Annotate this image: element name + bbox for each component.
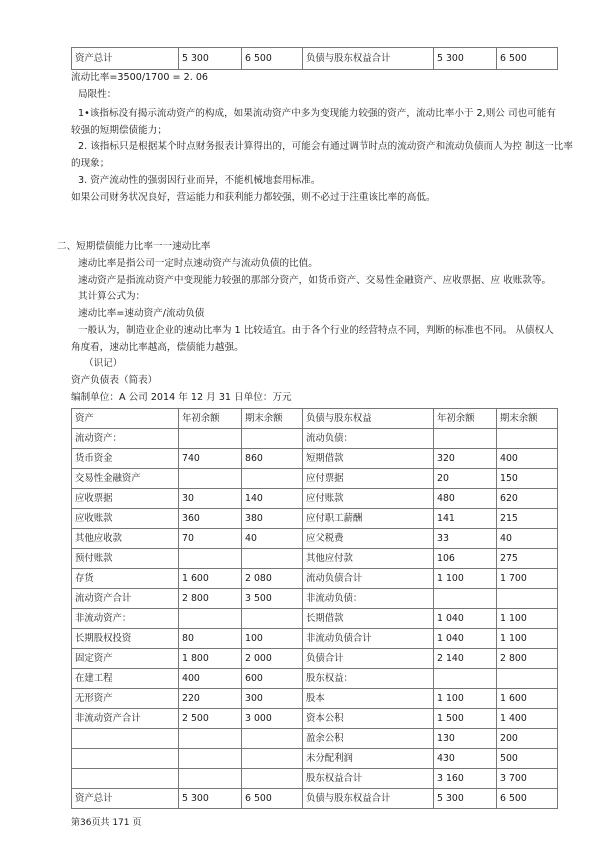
table-row [72, 769, 558, 789]
table-row [72, 529, 558, 549]
table-cell: 其他应付款 [303, 549, 434, 569]
table-cell: 1 100 [497, 629, 558, 649]
table-cell: 非流动负债合计 [303, 629, 434, 649]
table-cell: 215 [497, 509, 558, 529]
table-cell: 1 700 [497, 569, 558, 589]
table-cell: 股本 [303, 689, 434, 709]
formula-intro: 其计算公式为： [78, 291, 146, 302]
table-cell [179, 549, 242, 569]
table-cell: 2 800 [497, 649, 558, 669]
assets-total-table [71, 47, 558, 70]
table-cell: 620 [497, 489, 558, 509]
table-cell: 1 040 [434, 609, 497, 629]
table-cell: 盈余公积 [303, 729, 434, 749]
table-cell: 1 600 [497, 689, 558, 709]
table-cell: 500 [497, 749, 558, 769]
table-row [72, 649, 558, 669]
table-row [72, 48, 558, 70]
table-row [72, 449, 558, 469]
table-cell: 70 [179, 529, 242, 549]
table-cell: 未分配利润 [303, 749, 434, 769]
table-cell: 140 [242, 489, 303, 509]
table-cell: 380 [242, 509, 303, 529]
table-cell: 300 [242, 689, 303, 709]
table-cell [242, 749, 303, 769]
table-cell: 1 800 [179, 649, 242, 669]
table-row [72, 469, 558, 489]
table-cell [72, 749, 179, 769]
table-cell [72, 729, 179, 749]
table-row [72, 689, 558, 709]
table-cell: 负债与股东权益合计 [303, 789, 434, 809]
table-cell: 流动负债合计 [303, 569, 434, 589]
table-row [72, 789, 558, 809]
table-cell: 其他应收款 [72, 529, 179, 549]
table-cell: 应收票据 [72, 489, 179, 509]
table-cell: 320 [434, 449, 497, 469]
quick-assets-definition: 速动资产是指流动资产中变现能力较强的那部分资产，如货币资产、交易性金融资产、应收票据、应 收账款等。 [78, 275, 552, 286]
table-row [72, 669, 558, 689]
table-cell: 2 800 [179, 589, 242, 609]
table-cell [434, 669, 497, 689]
table-cell [242, 469, 303, 489]
table-cell: 6 500 [497, 48, 558, 70]
table-cell: 资产总计 [72, 48, 179, 70]
table-cell: 预付账款 [72, 549, 179, 569]
table-cell: 固定资产 [72, 649, 179, 669]
table-cell: 资本公积 [303, 709, 434, 729]
table-cell: 141 [434, 509, 497, 529]
limitation-2-line-1: 2. 该指标只是根据某个时点财务报表计算得出的，可能会有通过调节时点的流动资产和流动负债而人为控 制这一比率 [78, 141, 573, 152]
table-cell: 股东权益合计 [303, 769, 434, 789]
table-cell: 400 [179, 669, 242, 689]
table-row [72, 609, 558, 629]
table-row [72, 709, 558, 729]
table-cell [242, 429, 303, 449]
section-heading: 二、短期偿债能力比率一一速动比率 [57, 241, 211, 252]
table-cell: 480 [434, 489, 497, 509]
table-cell: 应付职工薪酬 [303, 509, 434, 529]
table-cell: 1 100 [497, 609, 558, 629]
table-cell: 非流动资产： [72, 609, 179, 629]
table-cell: 1 600 [179, 569, 242, 589]
table-row [72, 629, 558, 649]
table-cell: 资产总计 [72, 789, 179, 809]
table-cell: 股东权益： [303, 669, 434, 689]
table-cell: 应父税费 [303, 529, 434, 549]
table-cell: 在建工程 [72, 669, 179, 689]
table-cell [434, 589, 497, 609]
table-cell: 货币资金 [72, 449, 179, 469]
table-cell: 长期股权投资 [72, 629, 179, 649]
balance-sheet-body [72, 409, 558, 809]
balance-sheet-meta: 编制单位：A 公司 2014 年 12 月 31 日单位：万元 [71, 392, 292, 403]
table-cell: 1 400 [497, 709, 558, 729]
table-cell: 6 500 [497, 789, 558, 809]
table-cell: 2 140 [434, 649, 497, 669]
table-cell: 80 [179, 629, 242, 649]
table-cell: 3 000 [242, 709, 303, 729]
table-cell: 年初余额 [434, 409, 497, 429]
table-cell: 期末余额 [497, 409, 558, 429]
table-row [72, 749, 558, 769]
table-row [72, 549, 558, 569]
table-cell: 5 300 [434, 789, 497, 809]
table-cell [242, 609, 303, 629]
table-cell: 600 [242, 669, 303, 689]
table-cell: 非流动负债： [303, 589, 434, 609]
table-cell: 6 500 [242, 789, 303, 809]
table-cell: 流动资产： [72, 429, 179, 449]
table-cell [179, 769, 242, 789]
table-cell: 3 500 [242, 589, 303, 609]
table-cell: 360 [179, 509, 242, 529]
table-cell: 流动资产合计 [72, 589, 179, 609]
table-cell: 5 300 [179, 789, 242, 809]
table-row [72, 429, 558, 449]
table-cell: 无形资产 [72, 689, 179, 709]
table-cell [497, 669, 558, 689]
table-cell: 275 [497, 549, 558, 569]
table-cell [179, 749, 242, 769]
table-cell: 2 000 [242, 649, 303, 669]
table-cell: 400 [497, 449, 558, 469]
table-cell [179, 609, 242, 629]
top-table-body [72, 48, 558, 70]
table-row [72, 589, 558, 609]
table-cell [242, 549, 303, 569]
table-cell: 年初余额 [179, 409, 242, 429]
table-cell: 740 [179, 449, 242, 469]
table-row [72, 509, 558, 529]
table-cell: 860 [242, 449, 303, 469]
table-cell: 3 700 [497, 769, 558, 789]
balance-sheet-table [71, 408, 558, 809]
table-cell: 交易性金融资产 [72, 469, 179, 489]
limitation-1-line-1: 1•该指标没有揭示流动资产的构成，如果流动资产中多为变现能力较强的资产，流动比率小于 2,则公 司也可能有 [78, 108, 556, 119]
table-cell: 应付票据 [303, 469, 434, 489]
table-cell: 1 100 [434, 689, 497, 709]
table-cell: 流动负债： [303, 429, 434, 449]
table-cell: 存货 [72, 569, 179, 589]
table-cell: 负债与股东权益合计 [303, 48, 434, 70]
table-cell: 40 [242, 529, 303, 549]
table-cell: 20 [434, 469, 497, 489]
table-cell [434, 429, 497, 449]
table-row [72, 489, 558, 509]
table-cell: 短期借款 [303, 449, 434, 469]
table-cell [179, 469, 242, 489]
page-footer: 第36页共 171 页 [71, 818, 142, 828]
table-row [72, 729, 558, 749]
table-cell: 30 [179, 489, 242, 509]
current-ratio-result: 流动比率=3500/1700 = 2. 06 [71, 72, 209, 83]
quick-ratio-definition: 速动比率是指公司一定时点速动资产与流动负债的比值。 [78, 258, 318, 269]
limitations-heading: 局限性： [78, 89, 117, 100]
table-cell: 2 500 [179, 709, 242, 729]
table-cell: 150 [497, 469, 558, 489]
table-cell [242, 769, 303, 789]
limitation-2-line-2: 的现象； [71, 158, 110, 169]
table-row [72, 569, 558, 589]
table-cell: 资产 [72, 409, 179, 429]
table-cell: 期末余额 [242, 409, 303, 429]
table-cell: 非流动资产合计 [72, 709, 179, 729]
table-cell [179, 429, 242, 449]
table-cell: 200 [497, 729, 558, 749]
table-cell: 130 [434, 729, 497, 749]
table-cell: 负债与股东权益 [303, 409, 434, 429]
table-cell: 1 500 [434, 709, 497, 729]
table-cell: 5 300 [434, 48, 497, 70]
table-cell: 106 [434, 549, 497, 569]
table-cell: 应收账款 [72, 509, 179, 529]
limitation-1-line-2: 较强的短期偿债能力； [71, 125, 167, 136]
table-cell [497, 589, 558, 609]
memorize-note: （识记） [84, 358, 123, 369]
table-cell: 100 [242, 629, 303, 649]
table-cell: 长期借款 [303, 609, 434, 629]
table-cell [242, 729, 303, 749]
table-cell: 2 080 [242, 569, 303, 589]
table-cell: 430 [434, 749, 497, 769]
table-cell: 33 [434, 529, 497, 549]
industry-note-line-2: 角度看，速动比率越高，偿债能力越强。 [71, 342, 244, 353]
table-cell: 6 500 [242, 48, 303, 70]
balance-sheet-title: 资产负债表（简表） [71, 375, 158, 386]
quick-ratio-formula: 速动比率=速动资产/流动负债 [78, 308, 205, 319]
table-cell [497, 429, 558, 449]
table-cell: 1 040 [434, 629, 497, 649]
table-cell: 负债合计 [303, 649, 434, 669]
limitation-3: 3. 资产流动性的强弱因行业而异，不能机械地套用标准。 [78, 175, 321, 186]
table-cell [72, 769, 179, 789]
table-cell [179, 729, 242, 749]
table-cell: 5 300 [179, 48, 242, 70]
table-cell: 40 [497, 529, 558, 549]
table-cell: 1 100 [434, 569, 497, 589]
table-cell: 应付账款 [303, 489, 434, 509]
industry-note-line-1: 一般认为，制造业企业的速动比率为 1 比较适宜。由于各个行业的经营特点不同，判断的标准也不同。 从债权人 [78, 325, 554, 336]
table-cell: 3 160 [434, 769, 497, 789]
table-row [72, 409, 558, 429]
closing-note: 如果公司财务状况良好，营运能力和获利能力都较强，则不必过于注重该比率的高低。 [71, 192, 436, 203]
table-cell: 220 [179, 689, 242, 709]
